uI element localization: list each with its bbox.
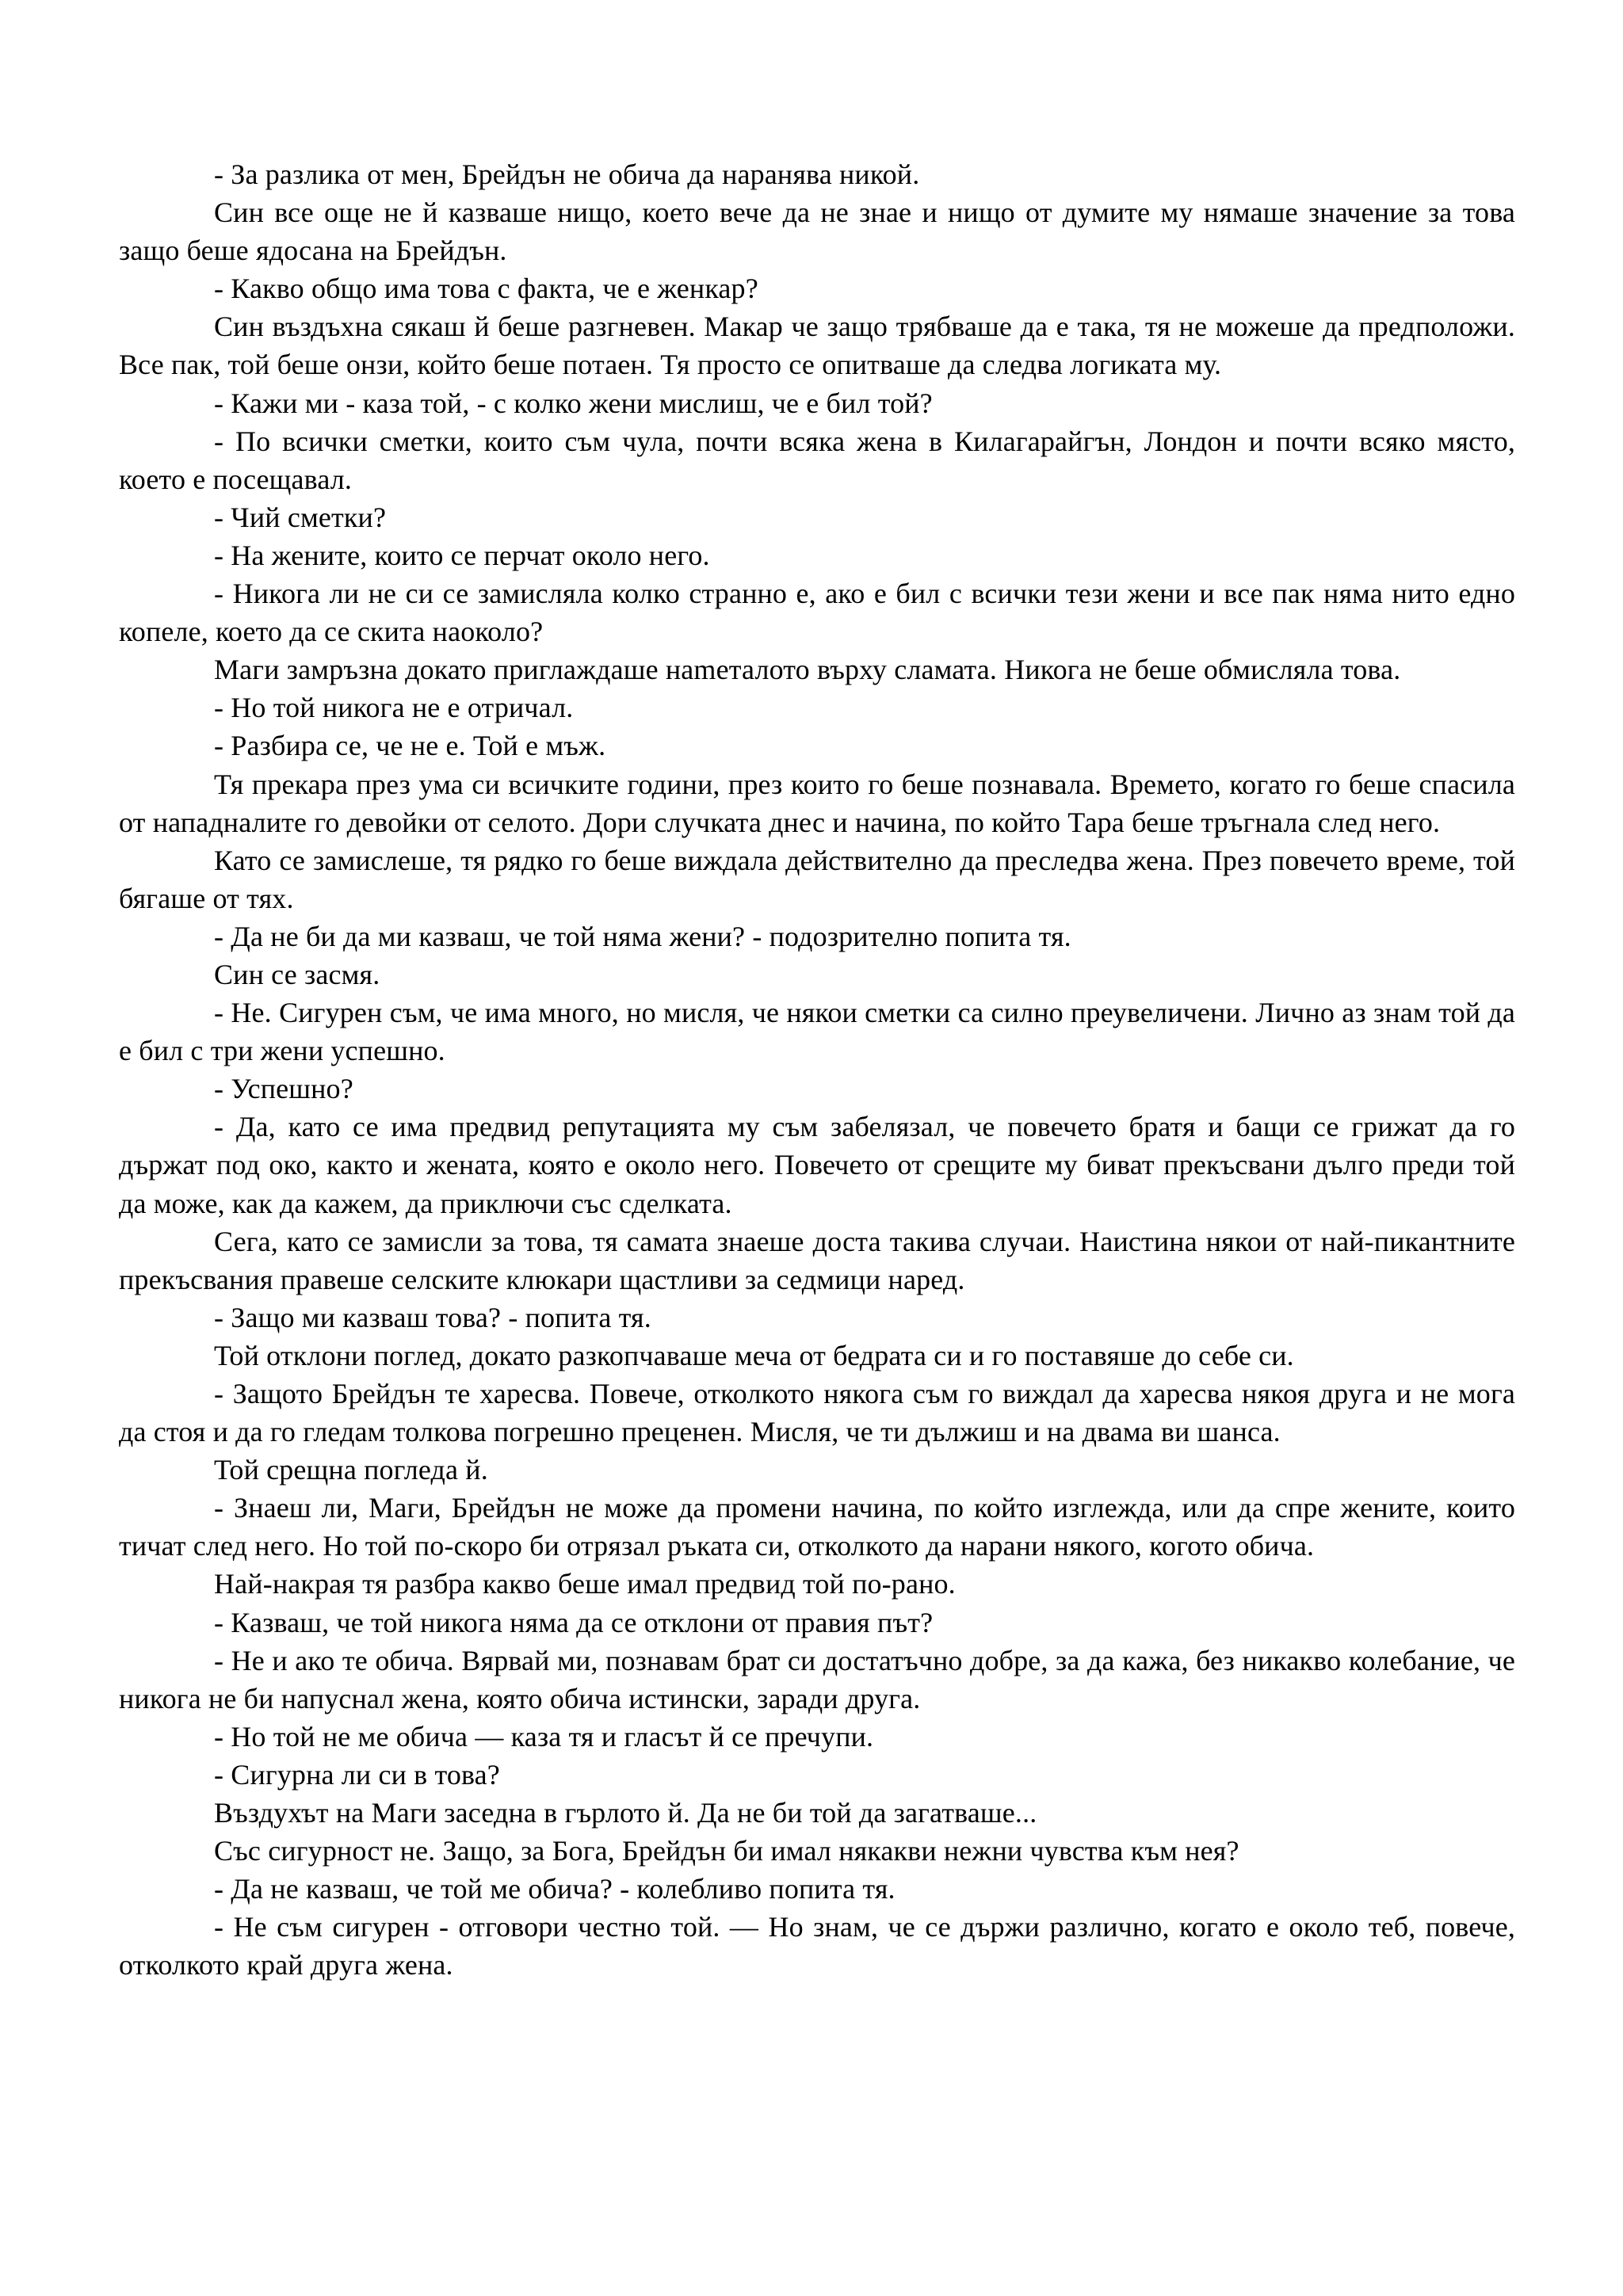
paragraph: - Чий сметки? (214, 501, 387, 533)
paragraph: Най-накрая тя разбра какво беше имал предвид той по-рано. (214, 1568, 956, 1600)
paragraph: - Да не би да ми казваш, че той няма жени? - подозрително попита тя. (214, 920, 1071, 952)
paragraph: Син въздъхна сякаш й беше разгневен. Макар че защо трябваше да е така, тя не можеше да предположи. Все пак, той беше онзи, който беше потаен. Тя просто се опитваше да следва логиката му. (119, 311, 1515, 381)
paragraph: Син се засмя. (214, 958, 380, 990)
paragraph: - По всички сметки, които съм чула, почти всяка жена в Килагарайгън, Лондон и почти всяко място, което е посещавал. (119, 425, 1515, 495)
paragraph: - Защо ми казваш това? - попита тя. (214, 1301, 651, 1333)
paragraph: Той отклони поглед, докато разкопчаваше меча от бедрата си и го поставяше до себе си. (214, 1339, 1294, 1371)
paragraph: Сега, като се замисли за това, тя самата знаеше доста такива случаи. Наистина някои от най-пикантните прекъсвания правеше селските клюкари щастливи за седмици наред. (119, 1225, 1515, 1295)
paragraph: Тя прекара през ума си всичките години, през които го беше познавала. Времето, когато го беше спасила от нападналите го девойки от селото. Дори случката днес и начина, по който Тара беше тръгнала след него. (119, 768, 1515, 838)
paragraph: - Казваш, че той никога няма да се отклони от правия път? (214, 1606, 934, 1638)
paragraph: Въздухът на Маги заседна в гърлото й. Да не би той да загатваше... (214, 1797, 1037, 1829)
paragraph: Той срещна погледа й. (214, 1454, 488, 1486)
paragraph: Син все още не й казваше нищо, което вече да не знае и нищо от думите му нямаше значение за това защо беше ядосана на Брейдън. (119, 196, 1515, 267)
paragraph: - Знаеш ли, Маги, Брейдън не може да промени начина, по който изглежда, или да спре жените, които тичат след него. Но той по-скоро би отрязал ръката си, отколкото да нарани някого, когото обича. (119, 1492, 1515, 1562)
paragraph: - Никога ли не си се замисляла колко странно е, ако е бил с всички тези жени и все пак няма нито едно копеле, което да се скита наоколо? (119, 578, 1515, 648)
paragraph: - Какво общо има това с факта, че е женкар? (214, 273, 758, 305)
paragraph: - Но той не ме обича — каза тя и гласът й се пречупи. (214, 1720, 874, 1753)
paragraph: - Да не казваш, че той ме обича? - колебливо попита тя. (214, 1873, 896, 1905)
paragraph: - На жените, които се перчат около него. (214, 539, 710, 571)
paragraph: - Разбира се, че не е. Той е мъж. (214, 730, 606, 762)
paragraph: - Защото Брейдън те харесва. Повече, отколкото някога съм го виждал да харесва някоя друга и не мога да стоя и да го гледам толкова погрешно преценен. Мисля, че ти дължиш и на двама ви шанса. (119, 1378, 1515, 1448)
paragraph: - За разлика от мен, Брейдън не обича да наранява никой. (214, 158, 920, 190)
paragraph: - Не съм сигурен - отговори честно той. — Но знам, че се държи различно, когато е около теб, повече, отколкото край друга жена. (119, 1911, 1515, 1981)
paragraph: Със сигурност не. Защо, за Бога, Брейдън би имал някакви нежни чувства към нея? (214, 1835, 1239, 1867)
paragraph: Маги замръзна докато приглаждаше нameталото върху сламата. Никога не беше обмисляла това. (214, 654, 1401, 686)
paragraph: - Сигурна ли си в това? (214, 1758, 500, 1791)
paragraph: - Успешно? (214, 1073, 353, 1105)
paragraph: - Да, като се има предвид репутацията му съм забелязал, че повечето братя и бащи се грижат да го държат под око, както и жената, която е около него. Повечето от срещите му биват прекъсвани дълго преди той да може, как да кажем, да приключи със сделката. (119, 1111, 1515, 1219)
paragraph: - Но той никога не е отричал. (214, 692, 574, 724)
paragraph: Като се замислеше, тя рядко го беше виждала действително да преследва жена. През повечето време, той бягаше от тях. (119, 844, 1515, 914)
document-page (119, 155, 1515, 1985)
paragraph: - Не и ако те обича. Вярвай ми, познавам брат си достатъчно добре, за да кажа, без никакво колебание, че никога не би напуснал жена, която обича истински, заради друга. (119, 1644, 1515, 1714)
paragraph: - Не. Сигурен съм, че има много, но мисля, че някои сметки са силно преувеличени. Лично аз знам той да е бил с три жени успешно. (119, 997, 1515, 1067)
paragraph: - Кажи ми - каза той, - с колко жени мислиш, че е бил той? (214, 387, 933, 419)
